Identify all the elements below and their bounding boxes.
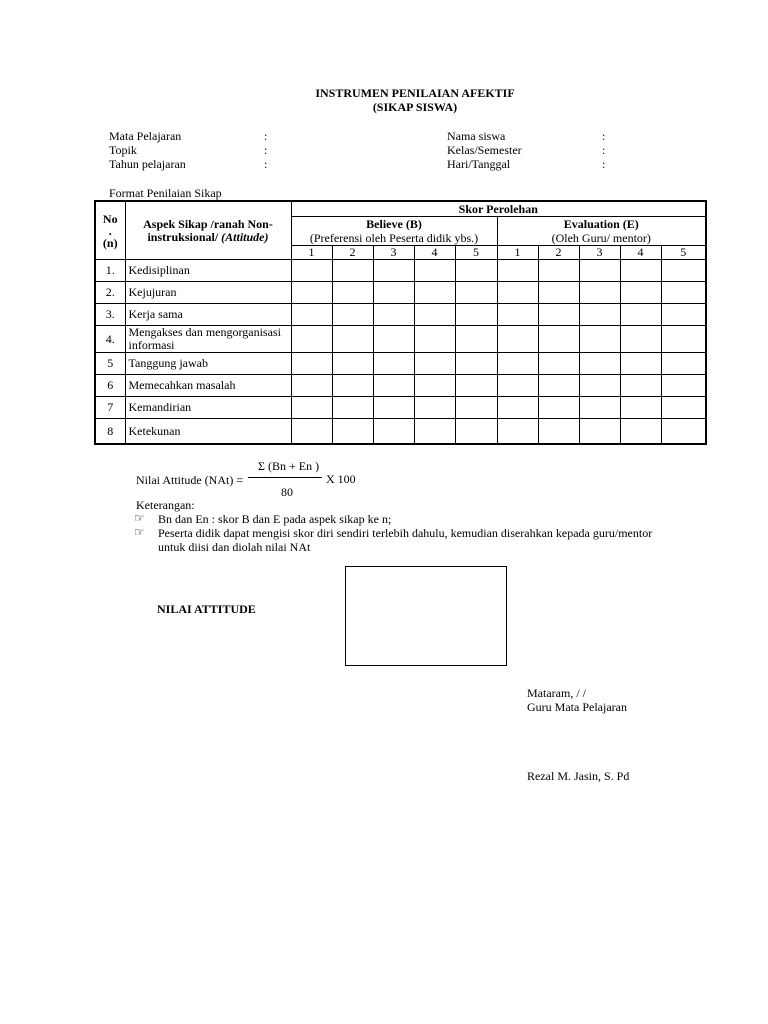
assessment-table bbox=[94, 200, 707, 445]
info-colon: : bbox=[602, 143, 606, 157]
notes-bullet-2-line-1: Peserta didik dapat mengisi skor diri sendiri terlebih dahulu, kemudian diserahkan kepada guru/mentor bbox=[158, 526, 653, 540]
formula-label: Nilai Attitude (NAt) = bbox=[136, 473, 244, 487]
row-aspect: Memecahkan masalah bbox=[125, 375, 291, 397]
row-number: 6 bbox=[95, 375, 125, 397]
table-row bbox=[95, 326, 706, 353]
score-cell[interactable] bbox=[661, 375, 706, 397]
score-cell[interactable] bbox=[661, 260, 706, 282]
row-aspect: Kemandirian bbox=[125, 397, 291, 419]
score-cell[interactable] bbox=[579, 282, 620, 304]
score-cell[interactable] bbox=[620, 304, 661, 326]
header-skor-perolehan: Skor Perolehan bbox=[291, 201, 706, 217]
score-number: 3 bbox=[579, 246, 620, 260]
score-cell[interactable] bbox=[538, 282, 579, 304]
info-colon: : bbox=[264, 143, 268, 157]
row-number: 4. bbox=[95, 326, 125, 353]
row-number: 3. bbox=[95, 304, 125, 326]
info-label-kelas-semester: Kelas/Semester bbox=[447, 143, 522, 157]
header-no-text: No bbox=[102, 211, 118, 226]
score-cell[interactable] bbox=[620, 419, 661, 445]
score-cell[interactable] bbox=[332, 419, 373, 445]
score-cell[interactable] bbox=[620, 326, 661, 353]
formula-numerator: Σ (Bn + En ) bbox=[258, 459, 320, 473]
score-cell[interactable] bbox=[497, 397, 538, 419]
table-row bbox=[95, 260, 706, 282]
nilai-attitude-box[interactable] bbox=[345, 566, 507, 666]
score-cell[interactable] bbox=[661, 353, 706, 375]
score-cell[interactable] bbox=[414, 375, 455, 397]
info-colon: : bbox=[602, 157, 606, 171]
score-cell[interactable] bbox=[291, 397, 332, 419]
score-cell[interactable] bbox=[414, 419, 455, 445]
score-cell[interactable] bbox=[455, 397, 497, 419]
signature-place-date: Mataram, / / bbox=[527, 686, 586, 700]
score-cell[interactable] bbox=[414, 260, 455, 282]
score-cell[interactable] bbox=[332, 353, 373, 375]
table-header-row bbox=[95, 201, 706, 217]
pointing-hand-icon: ☞ bbox=[134, 511, 145, 525]
score-cell[interactable] bbox=[291, 375, 332, 397]
header-aspect-line1: Aspek Sikap /ranah Non- bbox=[143, 216, 273, 231]
score-cell[interactable] bbox=[291, 326, 332, 353]
score-cell[interactable] bbox=[455, 304, 497, 326]
score-cell[interactable] bbox=[579, 397, 620, 419]
row-number: 1. bbox=[95, 260, 125, 282]
score-cell[interactable] bbox=[373, 397, 414, 419]
signature-name: Rezal M. Jasin, S. Pd bbox=[527, 769, 630, 783]
row-number: 8 bbox=[95, 419, 125, 445]
score-cell[interactable] bbox=[332, 326, 373, 353]
formula-multiplier: X 100 bbox=[326, 472, 356, 486]
score-number: 4 bbox=[620, 246, 661, 260]
nilai-attitude-label: NILAI ATTITUDE bbox=[157, 602, 256, 616]
score-cell[interactable] bbox=[332, 260, 373, 282]
score-cell[interactable] bbox=[373, 353, 414, 375]
header-believe-title: Believe (B) bbox=[366, 217, 422, 231]
header-aspect-line2: instruksional/ bbox=[147, 229, 222, 244]
score-cell[interactable] bbox=[497, 326, 538, 353]
score-number: 1 bbox=[291, 246, 332, 260]
row-number: 2. bbox=[95, 282, 125, 304]
table-row bbox=[95, 353, 706, 375]
header-aspect bbox=[125, 201, 291, 260]
score-cell[interactable] bbox=[538, 419, 579, 445]
score-cell[interactable] bbox=[661, 304, 706, 326]
header-believe bbox=[291, 217, 497, 246]
table-row bbox=[95, 282, 706, 304]
score-cell[interactable] bbox=[414, 353, 455, 375]
score-cell[interactable] bbox=[538, 326, 579, 353]
header-evaluation bbox=[497, 217, 706, 246]
score-cell[interactable] bbox=[538, 304, 579, 326]
score-cell[interactable] bbox=[620, 375, 661, 397]
fraction-bar bbox=[248, 477, 322, 478]
score-number: 1 bbox=[497, 246, 538, 260]
score-cell[interactable] bbox=[414, 326, 455, 353]
score-cell[interactable] bbox=[373, 282, 414, 304]
score-cell[interactable] bbox=[661, 397, 706, 419]
score-cell[interactable] bbox=[455, 419, 497, 445]
document-title: INSTRUMEN PENILAIAN AFEKTIF bbox=[315, 86, 515, 100]
score-cell[interactable] bbox=[332, 397, 373, 419]
score-cell[interactable] bbox=[620, 397, 661, 419]
score-cell[interactable] bbox=[620, 260, 661, 282]
score-cell[interactable] bbox=[373, 304, 414, 326]
score-cell[interactable] bbox=[373, 326, 414, 353]
score-cell[interactable] bbox=[291, 282, 332, 304]
score-cell[interactable] bbox=[620, 282, 661, 304]
score-cell[interactable] bbox=[579, 419, 620, 445]
score-cell[interactable] bbox=[455, 282, 497, 304]
score-cell[interactable] bbox=[414, 397, 455, 419]
score-number: 2 bbox=[332, 246, 373, 260]
score-cell[interactable] bbox=[497, 260, 538, 282]
formula-denominator: 80 bbox=[281, 485, 293, 499]
pointing-hand-icon: ☞ bbox=[134, 525, 145, 539]
score-cell[interactable] bbox=[373, 375, 414, 397]
score-number: 4 bbox=[414, 246, 455, 260]
score-cell[interactable] bbox=[291, 304, 332, 326]
score-cell[interactable] bbox=[620, 353, 661, 375]
table-row bbox=[95, 375, 706, 397]
document-subtitle: (SIKAP SISWA) bbox=[372, 100, 458, 114]
info-colon: : bbox=[264, 157, 268, 171]
score-cell[interactable] bbox=[579, 353, 620, 375]
score-cell[interactable] bbox=[538, 397, 579, 419]
header-no bbox=[95, 201, 125, 260]
score-cell[interactable] bbox=[414, 282, 455, 304]
score-cell[interactable] bbox=[332, 375, 373, 397]
header-no-n: (n) bbox=[102, 235, 118, 250]
score-number: 3 bbox=[373, 246, 414, 260]
header-evaluation-title: Evaluation (E) bbox=[563, 217, 639, 231]
score-cell[interactable] bbox=[497, 419, 538, 445]
score-cell[interactable] bbox=[497, 375, 538, 397]
score-cell[interactable] bbox=[579, 260, 620, 282]
row-aspect: Mengakses dan mengorganisasi informasi bbox=[125, 326, 291, 353]
score-cell[interactable] bbox=[291, 419, 332, 445]
table-row bbox=[95, 397, 706, 419]
header-believe-sub: (Preferensi oleh Peserta didik ybs.) bbox=[309, 231, 479, 245]
info-colon: : bbox=[602, 129, 606, 143]
table-row bbox=[95, 419, 706, 445]
header-aspect-attitude: (Attitude) bbox=[221, 229, 269, 244]
score-cell[interactable] bbox=[538, 353, 579, 375]
score-number: 5 bbox=[455, 246, 497, 260]
score-cell[interactable] bbox=[579, 326, 620, 353]
score-number: 5 bbox=[661, 246, 706, 260]
info-label-nama-siswa: Nama siswa bbox=[447, 129, 506, 143]
row-number: 7 bbox=[95, 397, 125, 419]
score-cell[interactable] bbox=[497, 353, 538, 375]
score-cell[interactable] bbox=[455, 260, 497, 282]
score-cell[interactable] bbox=[455, 326, 497, 353]
score-cell[interactable] bbox=[373, 419, 414, 445]
score-cell[interactable] bbox=[538, 375, 579, 397]
score-cell[interactable] bbox=[661, 419, 706, 445]
format-label: Format Penilaian Sikap bbox=[109, 186, 222, 200]
score-cell[interactable] bbox=[661, 326, 706, 353]
row-aspect: Tanggung jawab bbox=[125, 353, 291, 375]
score-cell[interactable] bbox=[373, 260, 414, 282]
row-aspect: Kejujuran bbox=[125, 282, 291, 304]
score-cell[interactable] bbox=[661, 282, 706, 304]
header-evaluation-sub: (Oleh Guru/ mentor) bbox=[551, 231, 651, 245]
info-colon: : bbox=[264, 129, 268, 143]
score-cell[interactable] bbox=[538, 260, 579, 282]
score-cell[interactable] bbox=[497, 304, 538, 326]
info-label-topik: Topik bbox=[109, 143, 137, 157]
row-aspect: Kedisiplinan bbox=[125, 260, 291, 282]
signature-role: Guru Mata Pelajaran bbox=[527, 700, 627, 714]
score-cell[interactable] bbox=[414, 304, 455, 326]
info-label-tahun-pelajaran: Tahun pelajaran bbox=[109, 157, 186, 171]
score-cell[interactable] bbox=[455, 375, 497, 397]
score-cell[interactable] bbox=[332, 282, 373, 304]
score-cell[interactable] bbox=[579, 304, 620, 326]
score-cell[interactable] bbox=[579, 375, 620, 397]
row-aspect: Kerja sama bbox=[125, 304, 291, 326]
notes-bullet-1: Bn dan En : skor B dan E pada aspek sikap ke n; bbox=[158, 512, 392, 526]
row-aspect: Ketekunan bbox=[125, 419, 291, 445]
info-label-hari-tanggal: Hari/Tanggal bbox=[447, 157, 511, 171]
score-number: 2 bbox=[538, 246, 579, 260]
table-row bbox=[95, 304, 706, 326]
score-cell[interactable] bbox=[455, 353, 497, 375]
score-cell[interactable] bbox=[497, 282, 538, 304]
row-number: 5 bbox=[95, 353, 125, 375]
score-cell[interactable] bbox=[291, 260, 332, 282]
header-no-dot: . bbox=[108, 223, 112, 238]
notes-title: Keterangan: bbox=[136, 498, 195, 512]
notes-bullet-2-line-2: untuk diisi dan diolah nilai NAt bbox=[158, 540, 311, 554]
score-cell[interactable] bbox=[332, 304, 373, 326]
score-cell[interactable] bbox=[291, 353, 332, 375]
info-label-mata-pelajaran: Mata Pelajaran bbox=[109, 129, 182, 143]
